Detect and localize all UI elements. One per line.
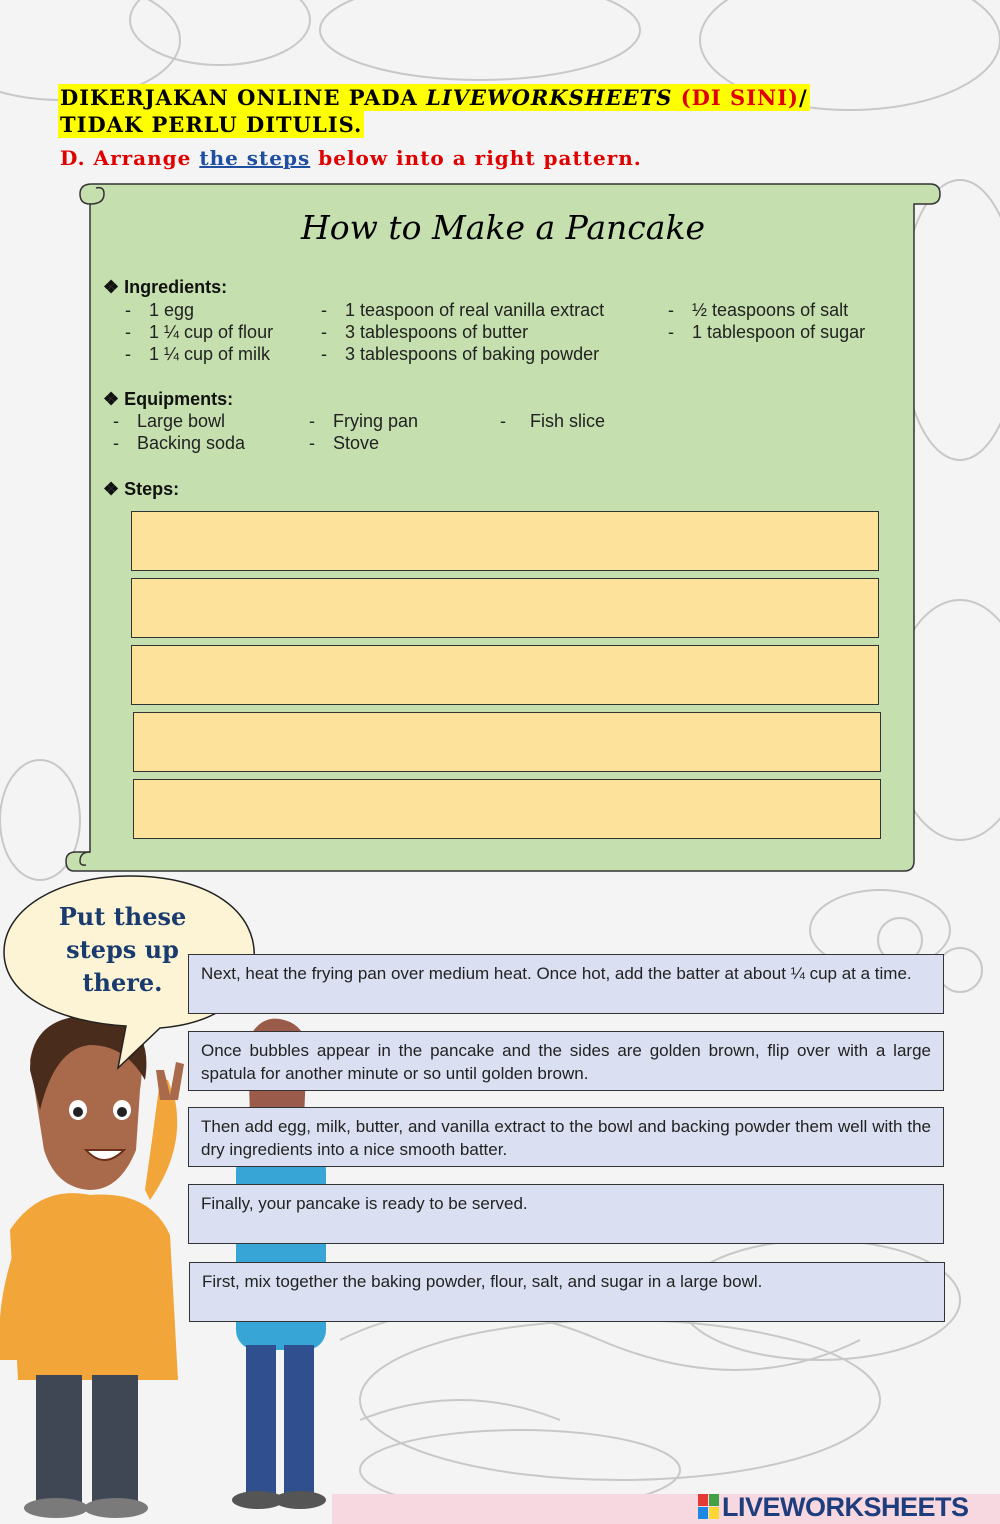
equipment-item: - Stove: [309, 433, 380, 453]
ingredient-item: - 1 teaspoon of real vanilla extract: [321, 300, 605, 320]
equipment-item: - Backing soda: [113, 433, 246, 453]
equipment-item: - Frying pan: [309, 411, 419, 431]
ingredient-item: - 3 tablespoons of butter: [321, 322, 529, 342]
liveworksheets-logo: LIVEWORKSHEETS: [698, 1492, 969, 1523]
ingredient-item: - ½ teaspoons of salt: [668, 300, 849, 320]
steps-link[interactable]: the steps: [199, 146, 311, 170]
steps-heading: ❖ Steps:: [103, 479, 180, 499]
man-figure: [0, 1015, 184, 1518]
instruction-text: D. Arrange the steps below into a right pattern.: [60, 146, 642, 170]
liveworksheets-logo-icon: [698, 1494, 720, 1520]
header-line-1: DIKERJAKAN ONLINE PADA LIVEWORKSHEETS (DI SINI)/: [60, 85, 808, 110]
ingredient-item: - 3 tablespoons of baking powder: [321, 344, 600, 364]
answer-box-5[interactable]: [133, 779, 881, 839]
step-card-5[interactable]: First, mix together the baking powder, flour, salt, and sugar in a large bowl.: [189, 1262, 945, 1322]
page-header: [58, 84, 943, 138]
ingredient-item: - 1 ¼ cup of milk: [125, 344, 271, 364]
answer-box-1[interactable]: [131, 511, 879, 571]
answer-box-3[interactable]: [131, 645, 879, 705]
ingredient-item: - 1 egg: [125, 300, 195, 320]
step-card-4[interactable]: Finally, your pancake is ready to be served.: [188, 1184, 944, 1244]
step-card-2[interactable]: Once bubbles appear in the pancake and the sides are golden brown, flip over with a large spatula for another minute or so until golden brown.: [188, 1031, 944, 1091]
step-card-1[interactable]: Next, heat the frying pan over medium heat. Once hot, add the batter at about ¼ cup at a time.: [188, 954, 944, 1014]
ingredient-item: - 1 tablespoon of sugar: [668, 322, 866, 342]
recipe-title: How to Make a Pancake: [301, 208, 705, 247]
ingredient-item: - 1 ¼ cup of flour: [125, 322, 274, 342]
answer-box-2[interactable]: [131, 578, 879, 638]
bubble-text: Put these steps up there.: [58, 902, 187, 997]
equipments-heading: ❖ Equipments:: [103, 389, 234, 409]
equipment-item: - Large bowl: [113, 411, 226, 431]
equipment-item: - Fish slice: [500, 411, 606, 431]
ingredients-heading: ❖ Ingredients:: [103, 277, 228, 297]
answer-box-4[interactable]: [133, 712, 881, 772]
header-line-2: TIDAK PERLU DITULIS.: [60, 112, 363, 137]
step-card-3[interactable]: Then add egg, milk, butter, and vanilla extract to the bowl and backing powder them well with the dry ingredients into a nice smooth batter.: [188, 1107, 944, 1167]
